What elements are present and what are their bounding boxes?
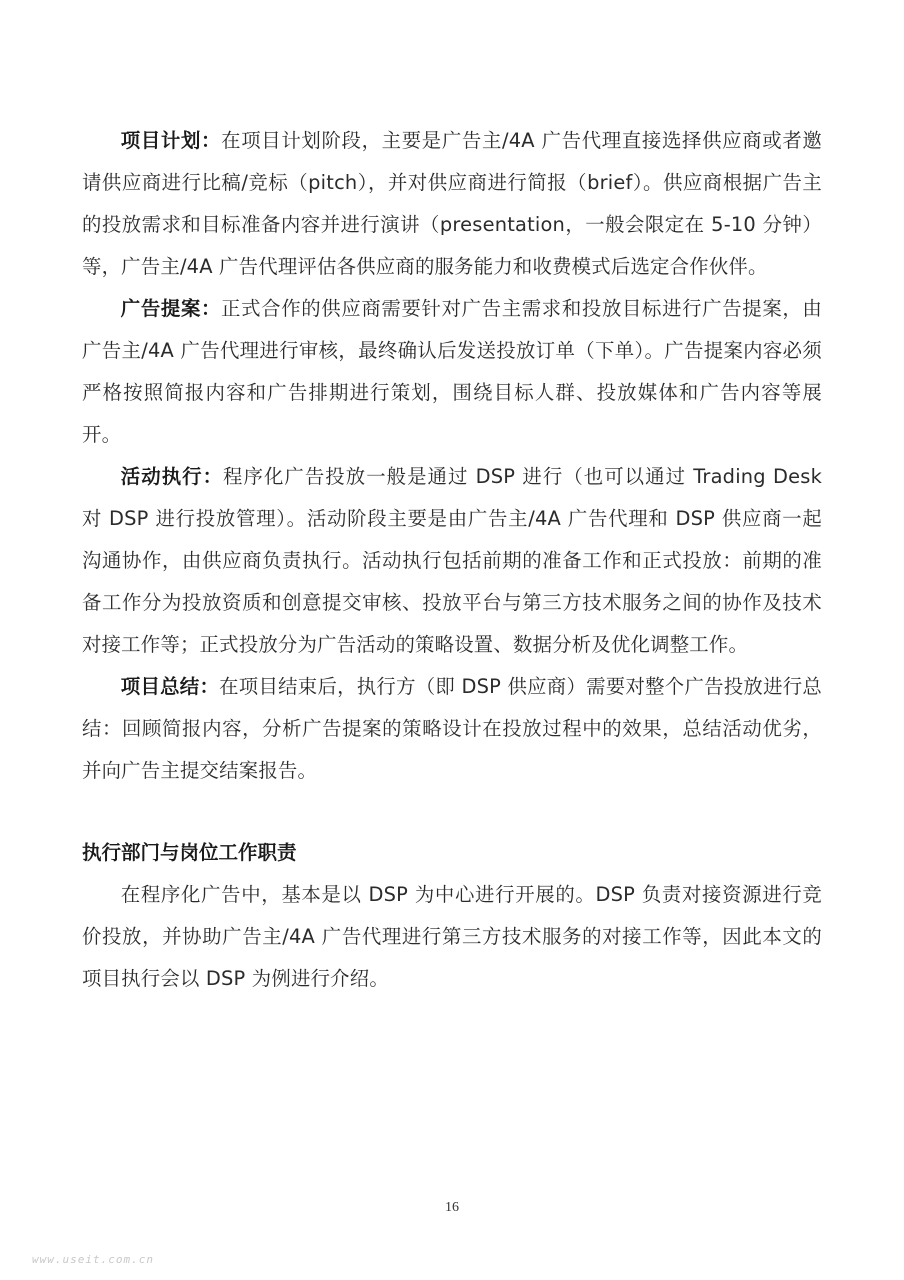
- paragraph-campaign-execution: [82, 456, 822, 666]
- watermark-text: www.useit.com.cn: [32, 1253, 154, 1266]
- section-heading: 执行部门与岗位工作职责: [82, 841, 297, 864]
- section-paragraph: 在程序化广告中，基本是以 DSP 为中心进行开展的。DSP 负责对接资源进行竞价投放，并协助广告主/4A 广告代理进行第三方技术服务的对接工作等，因此本文的项目执行会以 DSP 为例进行介绍。: [82, 883, 822, 990]
- page-number: 16: [445, 1200, 459, 1215]
- term-project-plan: 项目计划：: [120, 129, 222, 152]
- paragraph-project-summary: [82, 666, 822, 792]
- term-campaign-execution: 活动执行：: [120, 465, 224, 488]
- page-content: [82, 120, 822, 1000]
- paragraph-text: 在项目结束后，执行方（即 DSP 供应商）需要对整个广告投放进行总结：回顾简报内容，分析广告提案的策略设计在投放过程中的效果，总结活动优劣，并向广告主提交结案报告。: [82, 675, 823, 782]
- term-project-summary: 项目总结：: [120, 675, 220, 698]
- paragraph-project-plan: [82, 120, 822, 288]
- term-ad-proposal: 广告提案：: [120, 297, 222, 320]
- paragraph-text: 程序化广告投放一般是通过 DSP 进行（也可以通过 Trading Desk 对 DSP 进行投放管理）。活动阶段主要是由广告主/4A 广告代理和 DSP 供应商一起沟通协作，由供应商负责执行。活动执行包括前期的准备工作和正式投放：前期的准备工作分为投放资质和创意提交审核、投放平台与第三方技术服务之间的协作及技术对接工作等；正式投放分为广告活动的策略设置、数据分析及优化调整工作。: [82, 465, 822, 656]
- paragraph-text: 正式合作的供应商需要针对广告主需求和投放目标进行广告提案，由广告主/4A 广告代理进行审核，最终确认后发送投放订单（下单）。广告提案内容必须严格按照简报内容和广告排期进行策划，围绕目标人群、投放媒体和广告内容等展开。: [82, 297, 823, 446]
- paragraph-text: 在项目计划阶段，主要是广告主/4A 广告代理直接选择供应商或者邀请供应商进行比稿/竞标（pitch），并对供应商进行简报（brief）。供应商根据广告主的投放需求和目标准备内容并进行演讲（presentation，一般会限定在 5-10 分钟）等，广告主/4A 广告代理评估各供应商的服务能力和收费模式后选定合作伙伴。: [82, 129, 823, 278]
- paragraph-ad-proposal: [82, 288, 822, 456]
